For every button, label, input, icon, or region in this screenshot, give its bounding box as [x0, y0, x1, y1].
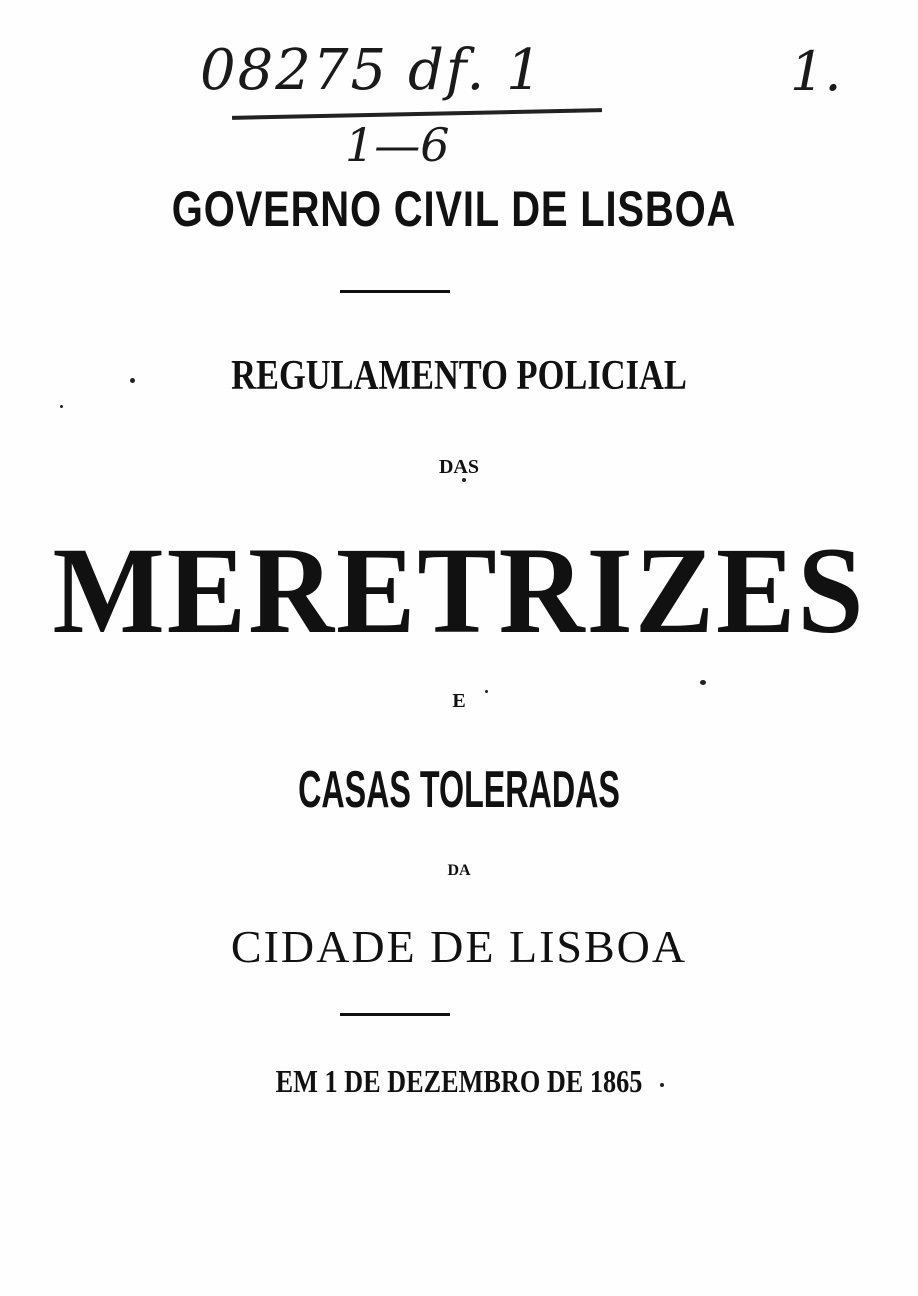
- ink-speck: [60, 405, 63, 408]
- regulation-title: REGULAMENTO POLICIAL: [231, 353, 687, 399]
- catalog-number-annotation: 08275 df. 1: [200, 38, 544, 103]
- main-title: MERETRIZES: [52, 522, 866, 659]
- publication-date: EM 1 DE DEZEMBRO DE 1865: [275, 1063, 643, 1099]
- ink-speck: [485, 690, 488, 693]
- divider-rule: [340, 1013, 450, 1016]
- divider-rule: [340, 290, 450, 293]
- ink-speck: [700, 680, 706, 685]
- connector-e: E: [452, 690, 466, 712]
- leaf-number-annotation: 1.: [790, 40, 842, 103]
- city-title: CIDADE DE LISBOA: [230, 921, 688, 972]
- ink-speck: [462, 478, 466, 482]
- range-annotation: 1—6: [345, 118, 450, 172]
- institution-heading: GOVERNO CIVIL DE LISBOA: [171, 181, 737, 237]
- secondary-title: CASAS TOLERADAS: [298, 761, 620, 819]
- ink-speck: [130, 378, 135, 383]
- connector-da: DA: [447, 862, 471, 879]
- connector-das: DAS: [438, 456, 479, 478]
- ink-speck: [660, 1083, 664, 1087]
